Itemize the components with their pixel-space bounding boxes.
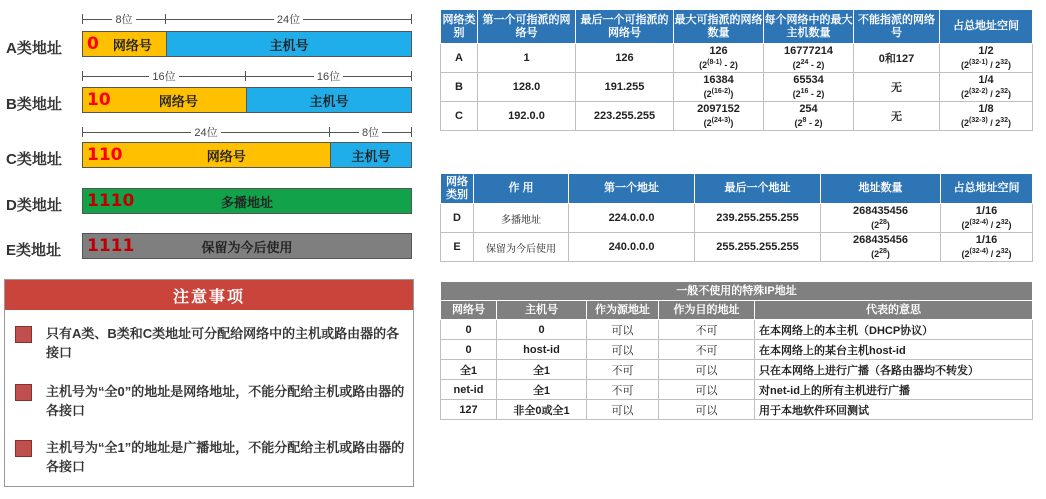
de-header-cell: 网络类别 (441, 174, 474, 204)
class-b-net-field (83, 88, 247, 112)
special-header-cell: 作为目的地址 (659, 301, 755, 320)
class-d-bits: 1110 (87, 191, 135, 211)
special-header-cell: 代表的意思 (755, 301, 1033, 320)
class-c-host-label: 主机号 (351, 148, 391, 164)
as-source-cell: 不可 (587, 380, 659, 400)
share-cell: 1/2 $(2^{(32-1)} / 2^{32})$ (940, 44, 1033, 73)
max-net-cell: 2097152 (2$^{(24-3)}$) (674, 102, 764, 131)
de-header-cell: 地址数量 (821, 174, 941, 204)
class-cell: A (441, 44, 478, 73)
use-cell: 多播地址 (474, 204, 569, 233)
dim-b-host: 16位 (246, 70, 412, 82)
dim-c-host: 8位 (330, 126, 412, 138)
as-dest-cell: 不可 (659, 340, 755, 360)
host-id-cell: 0 (497, 320, 587, 340)
dim-b-net: 16位 (82, 70, 246, 82)
class-d-field (83, 189, 411, 213)
first-net-cell: 1 (478, 44, 576, 73)
class-b-host-field (247, 88, 411, 112)
class-cell: E (441, 233, 474, 262)
abc-header-cell: 网络类别 (441, 10, 478, 44)
abc-header-cell: 占总地址空间 (940, 10, 1033, 44)
de-header-cell: 第一个地址 (569, 174, 695, 204)
class-a-net-label: 网络号 (112, 37, 152, 53)
share-cell: 1/16 $(2^{(32-4)} / 2^{32})$ (941, 233, 1033, 262)
class-a-bar (82, 31, 412, 57)
class-d-bar (82, 188, 412, 214)
class-d-label: D类地址 (6, 197, 62, 214)
note-item (15, 324, 405, 362)
reserved-net-cell: 无 (854, 73, 940, 102)
reserved-net-cell: 0和127 (854, 44, 940, 73)
count-cell: 268435456 $(2^{28})$ (821, 233, 941, 262)
meaning-cell: 对net-id上的所有主机进行广播 (755, 380, 1033, 400)
class-a-host-field (167, 32, 411, 56)
last-net-cell: 191.255 (576, 73, 674, 102)
de-header-cell: 最后一个地址 (695, 174, 821, 204)
de-class-table (440, 173, 1033, 262)
max-net-cell: 16384 (2$^{(16-2)}$) (674, 73, 764, 102)
first-address-cell: 224.0.0.0 (569, 204, 695, 233)
as-source-cell: 可以 (587, 400, 659, 420)
class-b-bits: 10 (87, 90, 111, 110)
abc-header-cell: 最大可指派的网络数量 (674, 10, 764, 44)
table-row (441, 360, 1033, 380)
abc-class-table (440, 9, 1033, 131)
table-row (441, 340, 1033, 360)
notes-panel (4, 279, 414, 487)
last-net-cell: 223.255.255 (576, 102, 674, 131)
note-item (15, 382, 405, 420)
class-e-bar (82, 233, 412, 259)
class-a-label: A类地址 (6, 40, 62, 57)
max-host-cell: 254 $(2^8 - 2)$ (764, 102, 854, 131)
meaning-cell: 在本网络上的某台主机host-id (755, 340, 1033, 360)
net-id-cell: 127 (441, 400, 497, 420)
class-b-bar (82, 87, 412, 113)
special-header-cell: 主机号 (497, 301, 587, 320)
max-host-cell: 16777214 $(2^{24} - 2)$ (764, 44, 854, 73)
bullet-square-icon (15, 384, 32, 401)
de-header-cell: 作 用 (474, 174, 569, 204)
use-cell: 保留为今后使用 (474, 233, 569, 262)
notes-title: 注意事项 (5, 280, 413, 310)
share-cell: 1/16 $(2^{(32-4)} / 2^{32})$ (941, 204, 1033, 233)
class-e-bits: 1111 (87, 236, 135, 256)
class-a-bits: 0 (87, 34, 99, 54)
count-cell: 268435456 $(2^{28})$ (821, 204, 941, 233)
class-b-label: B类地址 (6, 96, 62, 113)
meaning-cell: 用于本地软件环回测试 (755, 400, 1033, 420)
meaning-cell: 在本网络上的本主机（DHCP协议） (755, 320, 1033, 340)
max-host-cell: 65534 $(2^{16} - 2)$ (764, 73, 854, 102)
bullet-square-icon (15, 326, 32, 343)
meaning-cell: 只在本网络上进行广播（各路由器均不转发） (755, 360, 1033, 380)
host-id-cell: host-id (497, 340, 587, 360)
bullet-square-icon (15, 440, 32, 457)
class-e-field (83, 234, 411, 258)
last-net-cell: 126 (576, 44, 674, 73)
class-a-net-field (83, 32, 167, 56)
share-cell: 1/8 $(2^{(32-3)} / 2^{32})$ (940, 102, 1033, 131)
class-e-body-label: 保留为今后使用 (201, 239, 293, 255)
reserved-net-cell: 无 (854, 102, 940, 131)
note-text: 主机号为“全1”的地址是广播地址，不能分配给主机或路由器的各接口 (46, 440, 405, 474)
table-row (441, 73, 1033, 102)
as-dest-cell: 可以 (659, 360, 755, 380)
host-id-cell: 非全0或全1 (497, 400, 587, 420)
class-cell: B (441, 73, 478, 102)
class-c-net-label: 网络号 (206, 148, 246, 164)
class-c-bar (82, 142, 412, 168)
special-header-cell: 作为源地址 (587, 301, 659, 320)
net-id-cell: 全1 (441, 360, 497, 380)
table-row (441, 400, 1033, 420)
as-dest-cell: 不可 (659, 320, 755, 340)
special-ip-caption: 一般不使用的特殊IP地址 (441, 282, 1033, 301)
host-id-cell: 全1 (497, 360, 587, 380)
class-a-host-label: 主机号 (269, 37, 309, 53)
last-address-cell: 255.255.255.255 (695, 233, 821, 262)
abc-header-cell: 最后一个可指派的网络号 (576, 10, 674, 44)
as-dest-cell: 可以 (659, 380, 755, 400)
note-item (15, 438, 405, 476)
net-id-cell: 0 (441, 320, 497, 340)
note-text: 只有A类、B类和C类地址可分配给网络中的主机或路由器的各接口 (46, 326, 400, 360)
first-net-cell: 192.0.0 (478, 102, 576, 131)
first-address-cell: 240.0.0.0 (569, 233, 695, 262)
table-row (441, 320, 1033, 340)
abc-header-cell: 不能指派的网络号 (854, 10, 940, 44)
table-row (441, 233, 1033, 262)
special-header-cell: 网络号 (441, 301, 497, 320)
abc-header-cell: 每个网络中的最大主机数量 (764, 10, 854, 44)
share-cell: 1/4 $(2^{(32-2)} / 2^{32})$ (940, 73, 1033, 102)
last-address-cell: 239.255.255.255 (695, 204, 821, 233)
max-net-cell: 126 (2$^{(8-1)}$ - 2) (674, 44, 764, 73)
class-cell: C (441, 102, 478, 131)
class-e-label: E类地址 (6, 242, 62, 259)
as-source-cell: 可以 (587, 320, 659, 340)
dim-c-net: 24位 (82, 126, 330, 138)
class-b-host-label: 主机号 (309, 93, 349, 109)
class-d-body-label: 多播地址 (220, 194, 273, 210)
special-ip-table (440, 281, 1033, 420)
table-row (441, 204, 1033, 233)
class-b-net-label: 网络号 (158, 93, 198, 109)
net-id-cell: 0 (441, 340, 497, 360)
dim-a-net: 8位 (82, 13, 166, 25)
de-header-cell: 占总地址空间 (941, 174, 1033, 204)
as-dest-cell: 可以 (659, 400, 755, 420)
dim-a-host: 24位 (166, 13, 412, 25)
note-text: 主机号为“全0”的地址是网络地址，不能分配给主机或路由器的各接口 (46, 384, 405, 418)
class-cell: D (441, 204, 474, 233)
table-row (441, 380, 1033, 400)
abc-header-cell: 第一个可指派的网络号 (478, 10, 576, 44)
first-net-cell: 128.0 (478, 73, 576, 102)
host-id-cell: 全1 (497, 380, 587, 400)
table-row (441, 102, 1033, 131)
class-c-label: C类地址 (6, 151, 62, 168)
as-source-cell: 可以 (587, 340, 659, 360)
class-c-host-field (331, 143, 411, 167)
class-c-bits: 110 (87, 145, 123, 165)
net-id-cell: net-id (441, 380, 497, 400)
as-source-cell: 不可 (587, 360, 659, 380)
table-row (441, 44, 1033, 73)
class-c-net-field (83, 143, 331, 167)
